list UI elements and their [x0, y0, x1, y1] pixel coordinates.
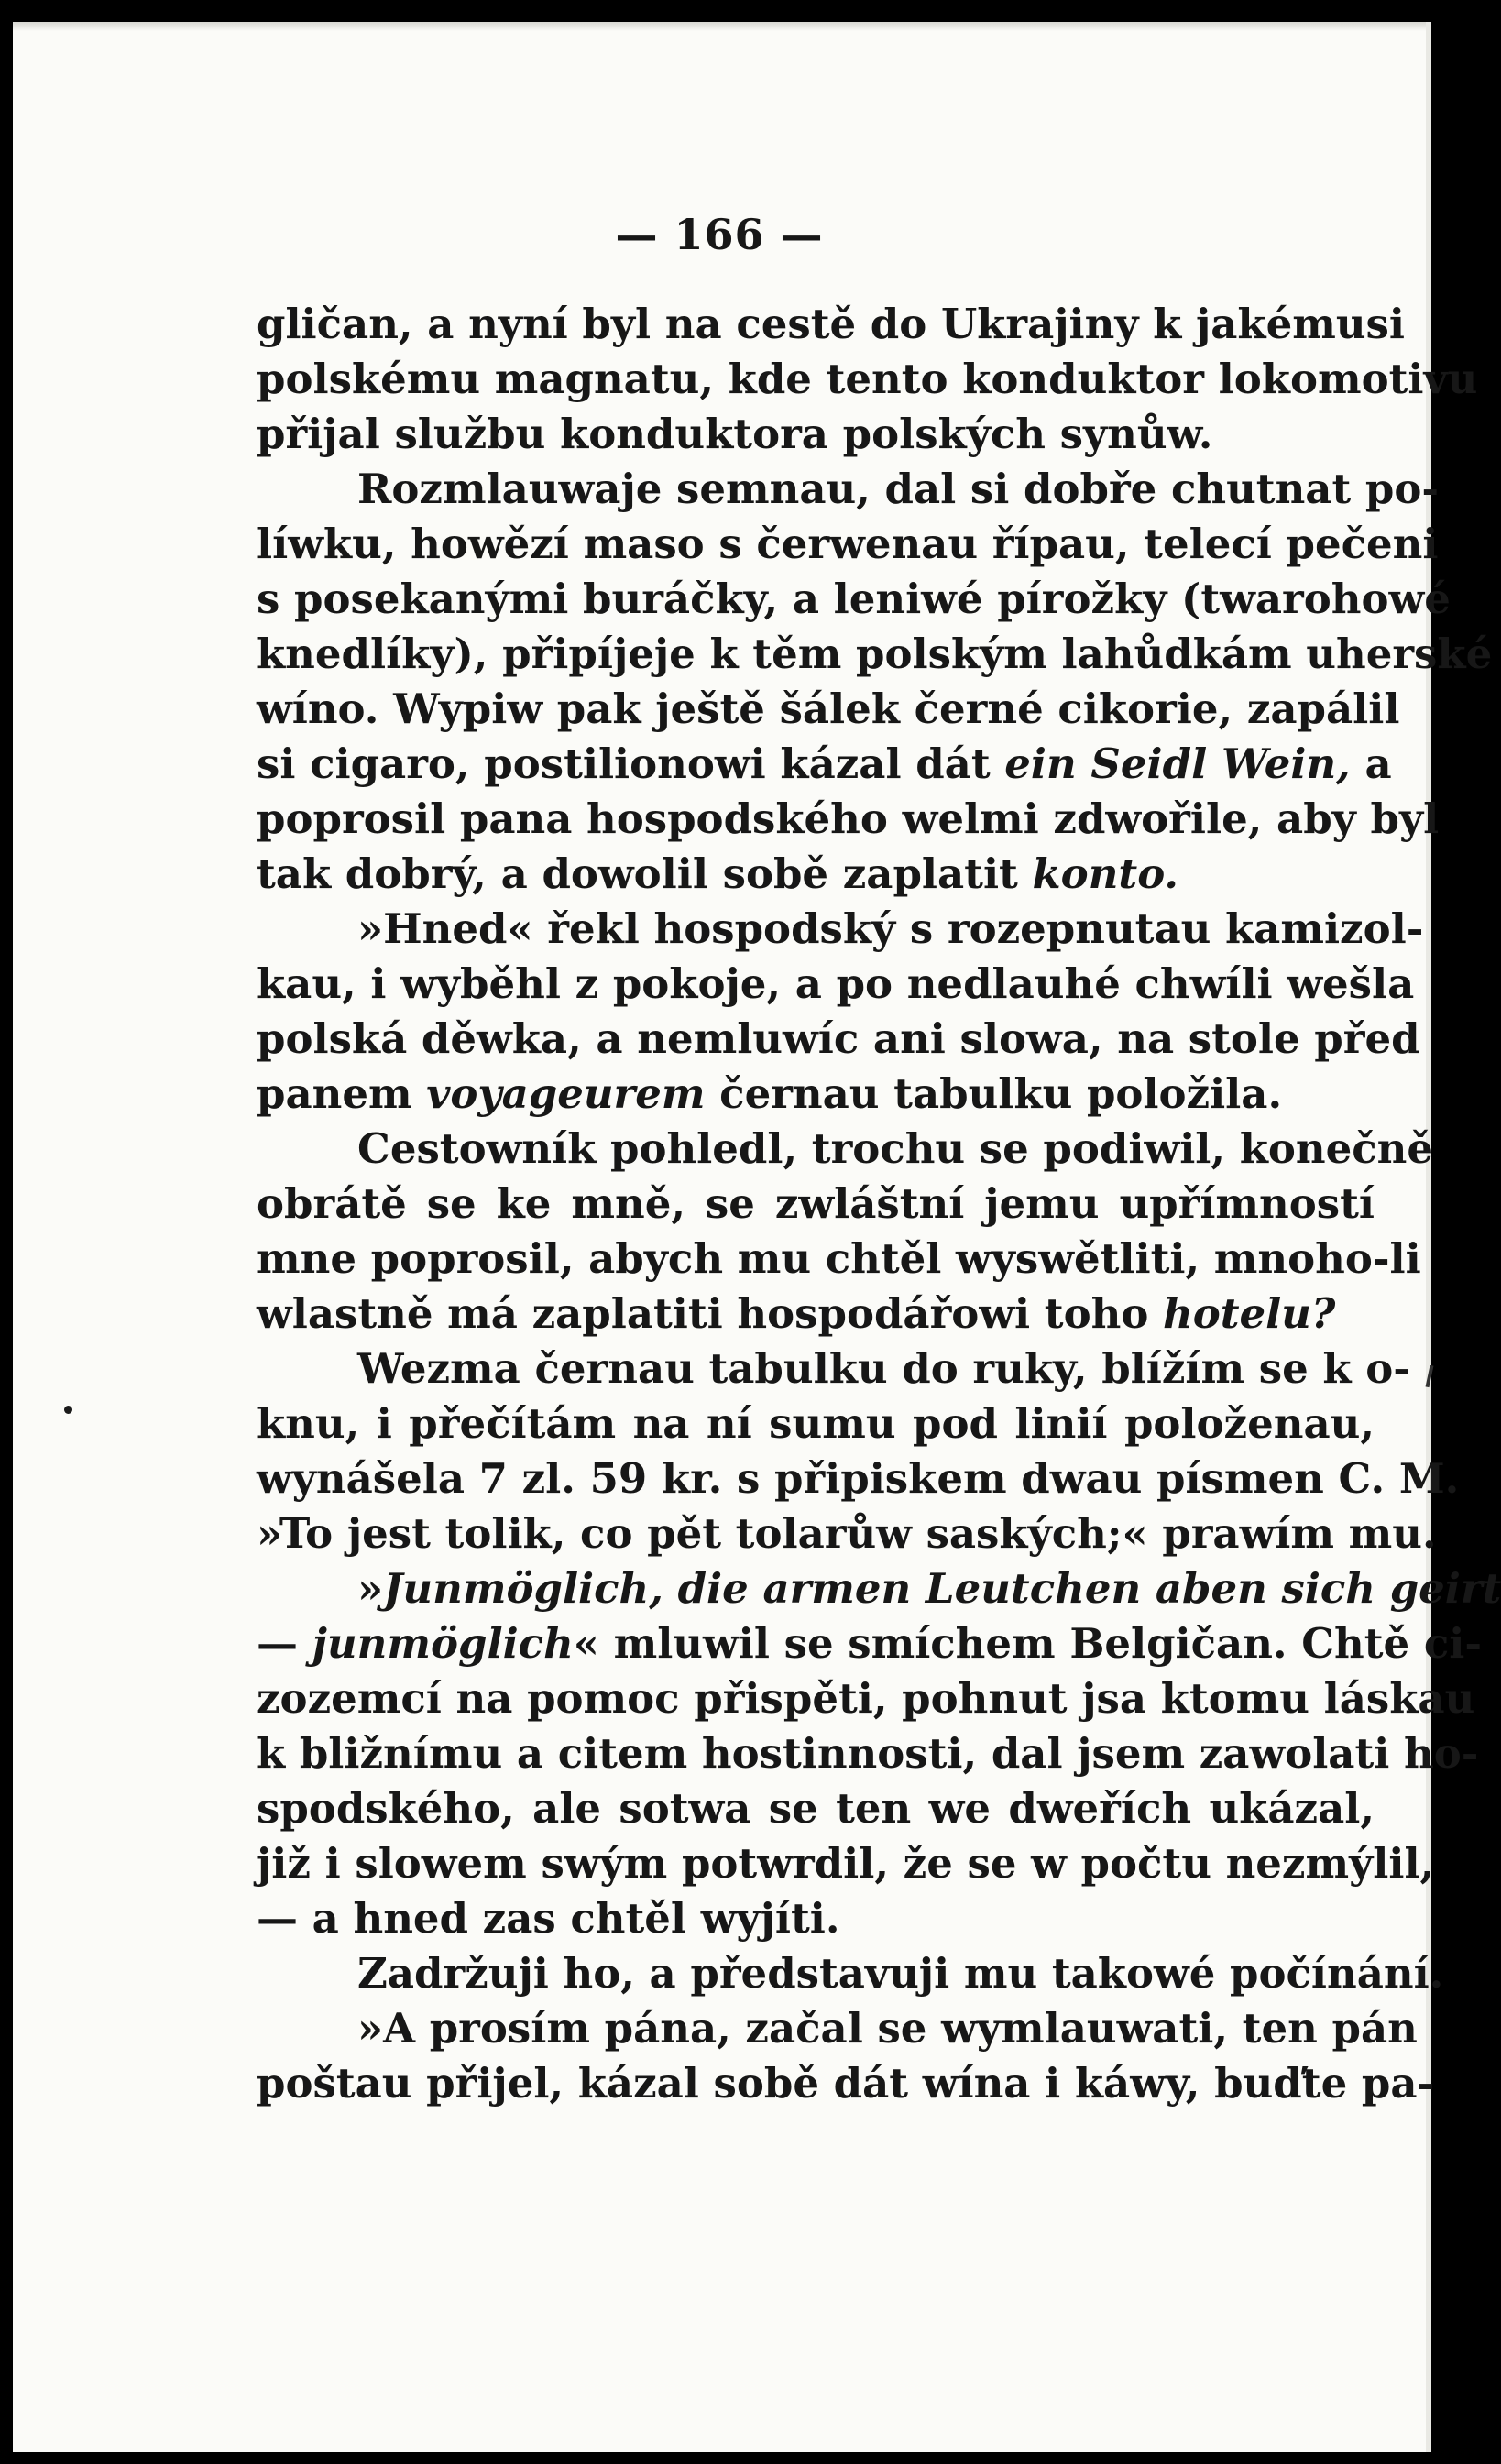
text-line: mne poprosil, abych mu chtěl wyswětliti, mnoho-li [257, 1234, 1421, 1283]
text-line: líwku, howězí maso s čerwenau řípau, telecí pečeni [257, 520, 1439, 568]
ink-speck [64, 1406, 72, 1414]
text-line: Wezma černau tabulku do ruky, blížím se k o- [357, 1344, 1410, 1393]
text-line: tak dobrý, a dowolil sobě zaplatit konto. [257, 849, 1179, 898]
text-line: knedlíky), připíjeje k těm polským lahůdkám uherské [257, 630, 1493, 678]
text-line: Rozmlauwaje semnau, dal si dobře chutnat po- [357, 465, 1440, 513]
page-number: — 166 — [615, 210, 824, 259]
text-line: Cestowník pohledl, trochu se podiwil, konečně [357, 1124, 1434, 1173]
text-line: — a hned zas chtěl wyjíti. [257, 1894, 840, 1943]
margin-mark [1426, 1365, 1434, 1387]
text-line: wlastně má zaplatiti hospodářowi toho hotelu? [257, 1289, 1336, 1338]
text-line: wíno. Wypiw pak ještě šálek černé cikorie, zapálil [257, 684, 1400, 733]
text-line: s posekanými buráčky, a leniwé pírožky (twarohowé [257, 575, 1451, 623]
text-line: spodského, ale sotwa se ten we dweřích ukázal, [257, 1784, 1375, 1833]
text-line: panem voyageurem černau tabulku položila. [257, 1069, 1283, 1118]
text-line: poštau přijel, kázal sobě dát wína i káwy, buďte pa- [257, 2059, 1435, 2108]
text-line: si cigaro, postilionowi kázal dát ein Seidl Wein, a [257, 739, 1392, 788]
book-page [13, 22, 1501, 2452]
text-line: »Junmöglich, die armen Leutchen aben sich geirt [357, 1564, 1501, 1613]
text-line: již i slowem swým potwrdil, že se w počtu nezmýlil, [257, 1839, 1435, 1888]
text-line: přijal službu konduktora polských synůw. [257, 410, 1213, 458]
text-line: k bližnímu a citem hostinnosti, dal jsem zawolati ho- [257, 1729, 1479, 1778]
text-line: poprosil pana hospodského welmi zdwořile, aby byl [257, 794, 1440, 843]
page-edge [13, 22, 1426, 31]
text-line: zozemcí na pomoc přispěti, pohnut jsa ktomu láskau [257, 1674, 1475, 1723]
body-text [257, 297, 1501, 2111]
text-line: knu, i přečítám na ní sumu pod linií položenau, [257, 1399, 1375, 1448]
text-line: Zadržuji ho, a představuji mu takowé počínání. [357, 1949, 1444, 1998]
text-line: — junmöglich« mluwil se smíchem Belgičan. Chtě ci- [257, 1619, 1483, 1668]
text-line: »To jest tolik, co pět tolarůw saských;« prawím mu. [257, 1509, 1437, 1558]
text-line: wynášela 7 zl. 59 kr. s připiskem dwau písmen C. M. [257, 1454, 1460, 1503]
text-line: »A prosím pána, začal se wymlauwati, ten pán [357, 2004, 1418, 2053]
text-line: »Hned« řekl hospodský s rozepnutau kamizol- [357, 904, 1424, 953]
text-line: polskému magnatu, kde tento konduktor lokomotivu [257, 355, 1478, 403]
text-line: polská děwka, a nemluwíc ani slowa, na stole před [257, 1014, 1420, 1063]
text-line: obrátě se ke mně, se zwláštní jemu upřímností [257, 1179, 1375, 1228]
text-line: kau, i wyběhl z pokoje, a po nedlauhé chwíli wešla [257, 959, 1415, 1008]
text-line: gličan, a nyní byl na cestě do Ukrajiny k jakémusi [257, 300, 1405, 348]
